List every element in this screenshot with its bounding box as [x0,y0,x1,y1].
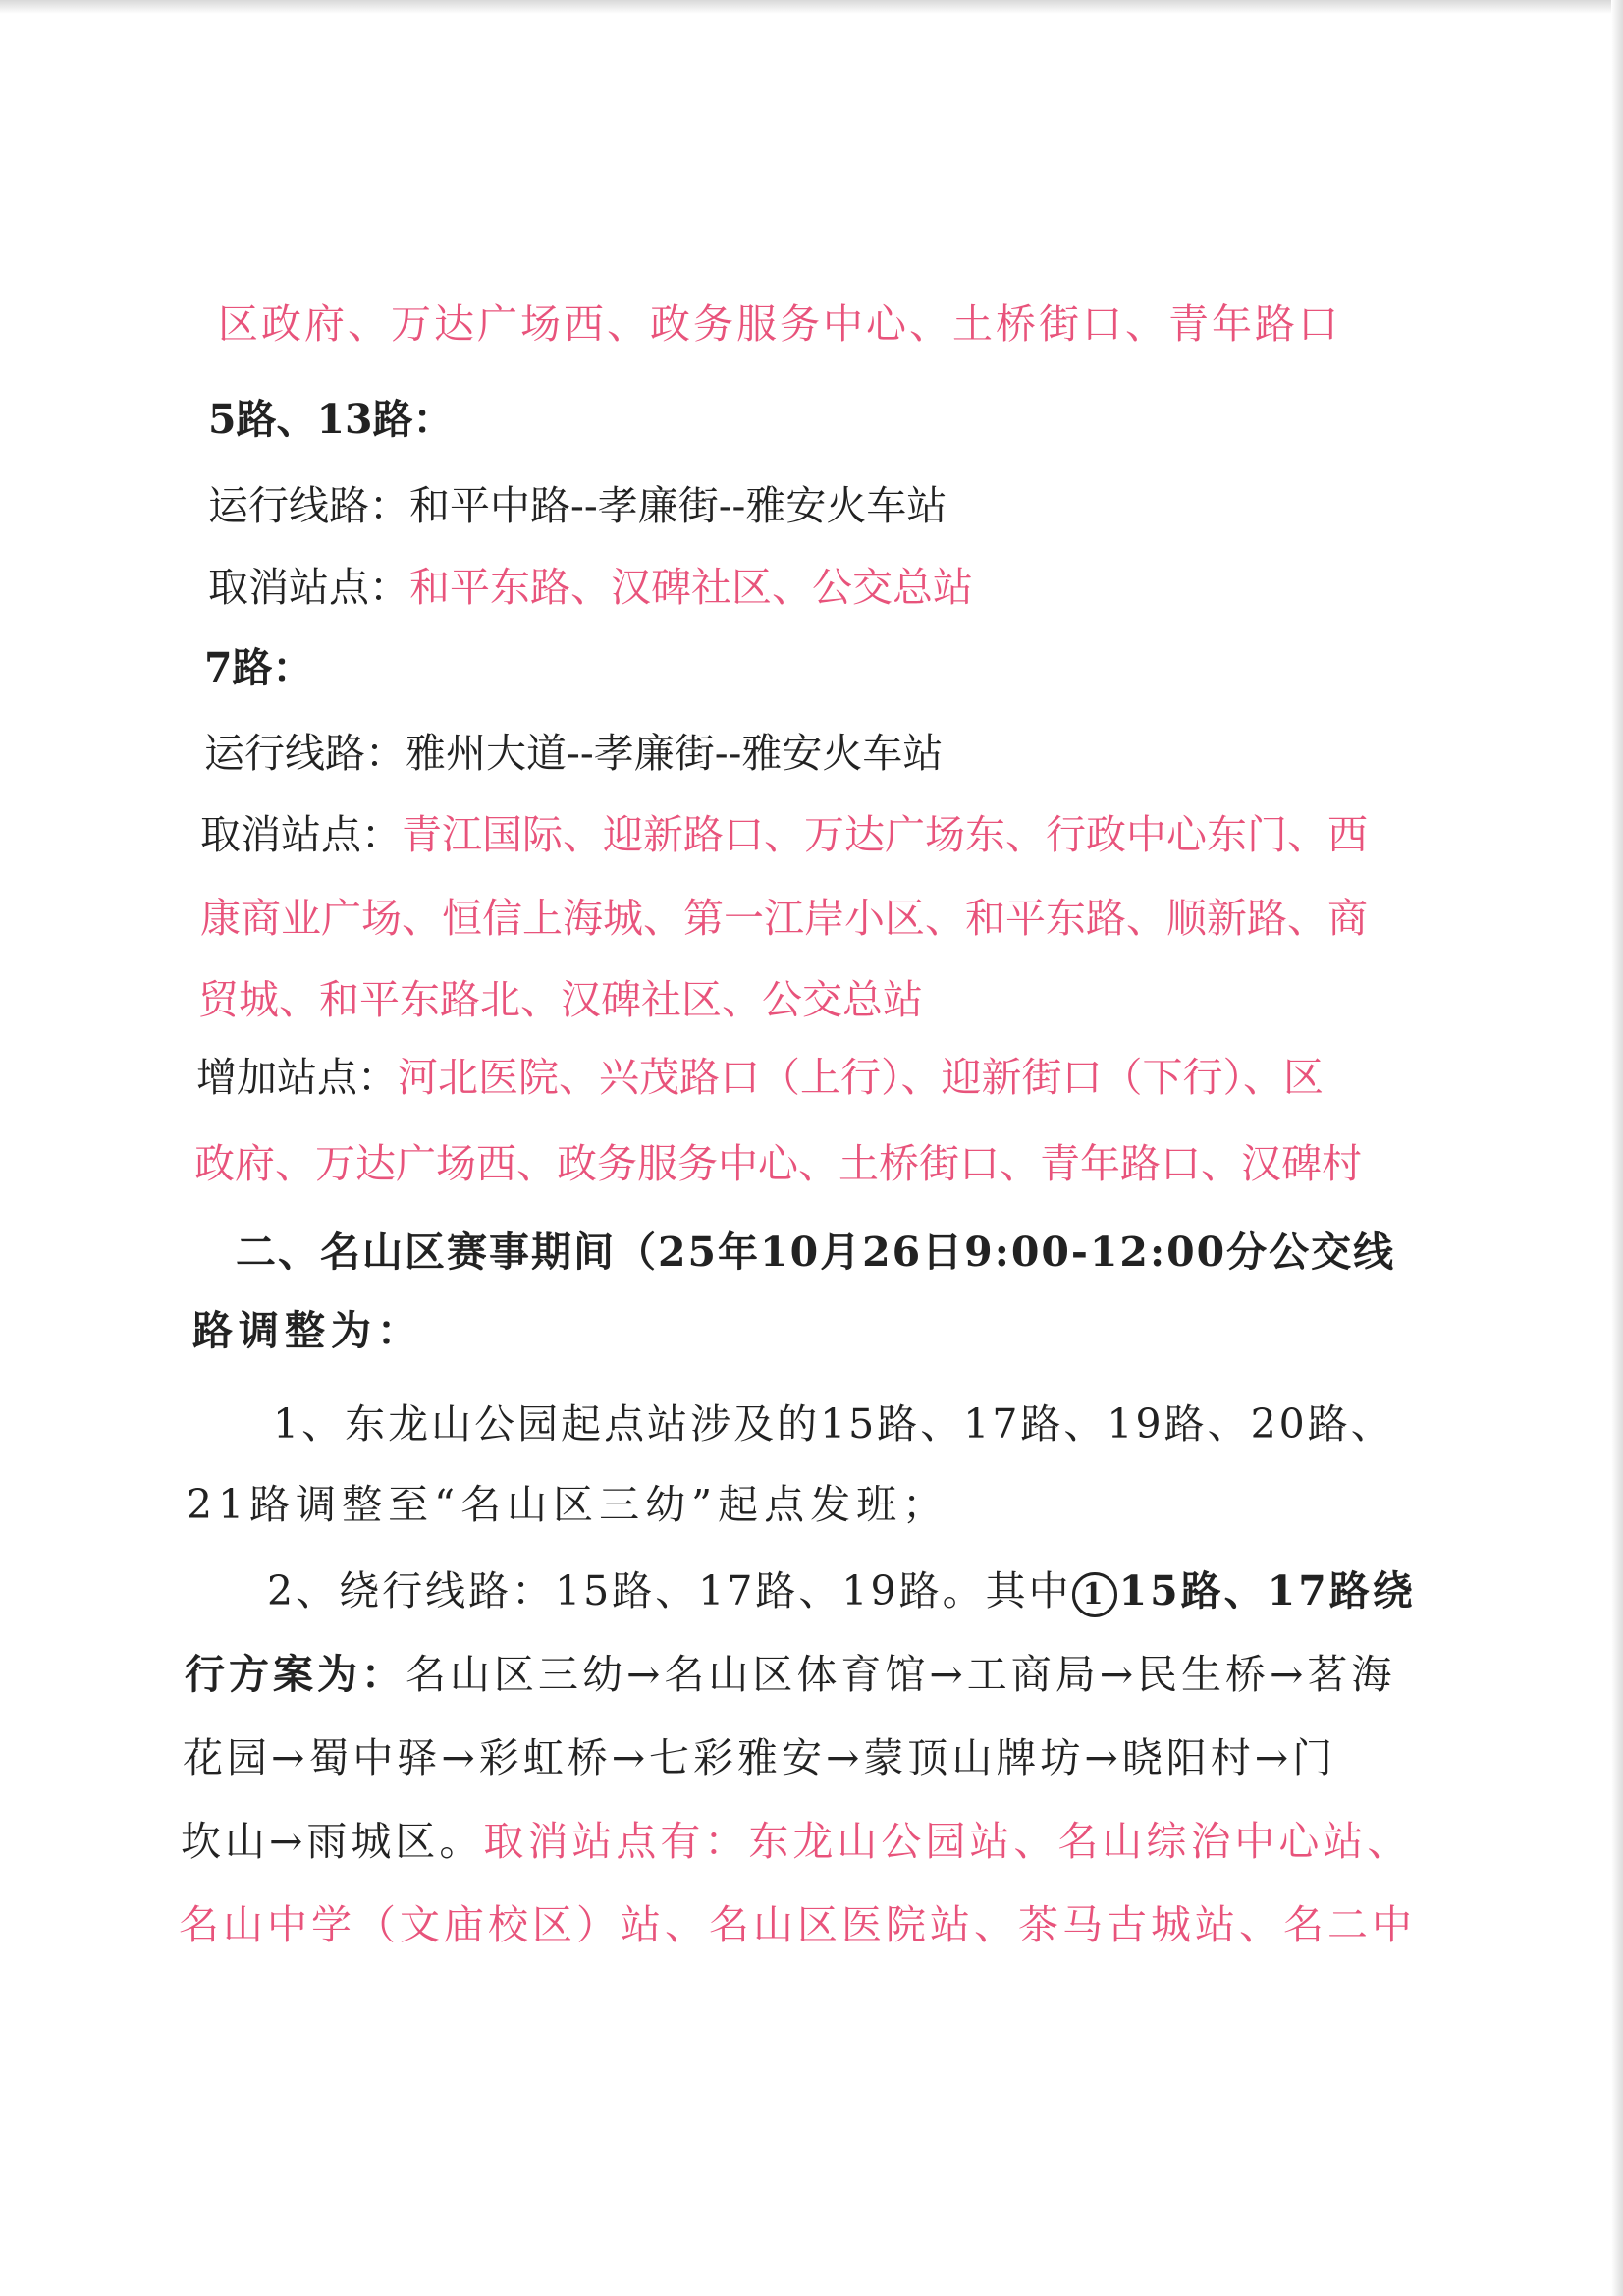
cancel-label: 取消站点： [200,811,402,858]
route-5-line [208,481,947,530]
add-value: 河北医院、兴茂路口（上行）、迎新街口（下行）、区 [398,1054,1324,1101]
item-2-line-4 [181,1817,1411,1866]
route-5-cancel [208,563,973,612]
item-1-line-1: 1、东龙山公园起点站涉及的15路、17路、19路、20路、 [273,1400,1394,1448]
circled-number-1: 1 [1072,1572,1117,1617]
route-7-add [196,1053,1324,1102]
item-2-line-2 [185,1650,1395,1699]
plan-label: 行方案为： [185,1651,406,1698]
heading-route-7: 7路： [204,644,313,691]
route-label: 运行线路： [204,730,406,777]
cancel-stops: 取消站点有：东龙山公园站、名山综治中心站、 [483,1818,1412,1865]
section-2-heading: 二、名山区赛事期间（25年10月26日9:00-12:00分公交线 [236,1229,1396,1276]
section-2-heading-cont: 路调整为： [192,1307,423,1354]
route-7-cancel-cont-2: 贸城、和平东路北、汉碑社区、公交总站 [198,976,923,1023]
item-2-line-5: 名山中学（文庙校区）站、名山区医院站、茶马古城站、名二中 [179,1901,1416,1948]
heading-route-5-13: 5路、13路： [208,396,454,443]
item-2-routes: 15路、17路绕 [1118,1567,1416,1614]
route-7-cancel-cont-1: 康商业广场、恒信上海城、第一江岸小区、和平东路、顺新路、商 [200,895,1368,942]
route-7-add-cont: 政府、万达广场西、政务服务中心、土桥街口、青年路口、汉碑村 [194,1140,1362,1187]
scan-edge-top [0,0,1623,14]
cancel-value: 青江国际、迎新路口、万达广场东、行政中心东门、西 [402,811,1368,858]
cancel-label: 取消站点： [208,564,409,611]
item-2-line-3: 花园→蜀中驿→彩虹桥→七彩雅安→蒙顶山牌坊→晓阳村→门 [183,1734,1337,1781]
plan-end: 坎山→雨城区。 [181,1818,484,1865]
route-7-line [204,729,943,778]
plan-value: 名山区三幼→名山区体育馆→工商局→民生桥→茗海 [406,1651,1396,1698]
item-2-line-1 [267,1566,1416,1617]
line-district-stops: 区政府、万达广场西、政务服务中心、土桥街口、青年路口 [218,301,1341,348]
scan-edge-right [1611,0,1623,2296]
cancel-value: 和平东路、汉碑社区、公交总站 [409,564,973,611]
route-7-cancel [200,810,1368,859]
item-1-line-2: 21路调整至“名山区三幼”起点发班； [187,1481,949,1528]
route-value: 和平中路--孝廉街--雅安火车站 [409,482,947,529]
add-label: 增加站点： [196,1054,398,1101]
route-value: 雅州大道--孝廉街--雅安火车站 [406,730,944,777]
route-label: 运行线路： [208,482,409,529]
item-2-intro: 2、绕行线路：15路、17路、19路。其中 [267,1567,1072,1614]
